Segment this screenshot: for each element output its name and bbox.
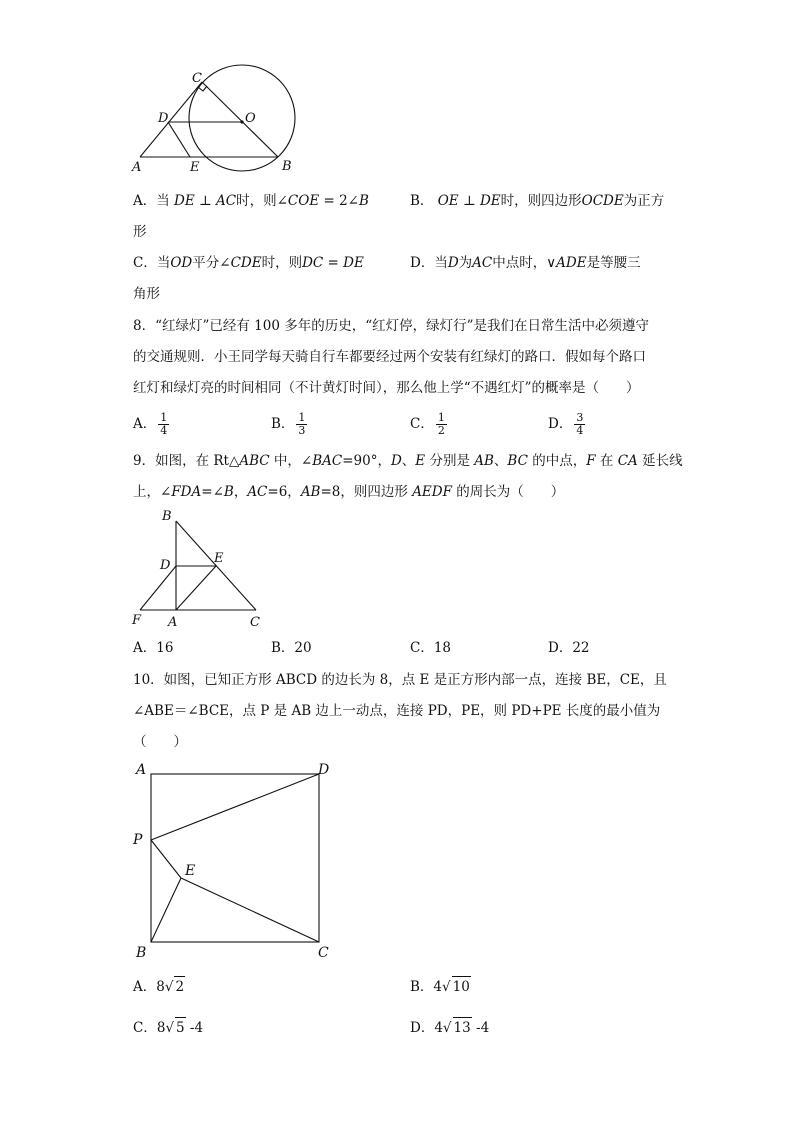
q8-option-c: C． $\frac{1}{2}$ [410,411,445,437]
q10-label-a: A [136,762,147,778]
q7-label-c: C [192,71,202,86]
q7-figure [128,66,308,178]
q8-text-line2: 的交通规则．小王同学每天骑自行车都要经过两个安装有红绿灯的路口．假如每个路口 [133,349,646,365]
q10-label-b: B [136,945,147,961]
q10-label-p: P [133,832,143,848]
q8-text-line1: 8．“红绿灯”已经有 100 多年的历史，“红灯停，绿灯行”是我们在日常生活中必须遵守 [133,318,650,334]
q8-option-a: A． $\frac{1}{4}$ [133,411,168,437]
q7-label-d: D [158,111,169,126]
q9-label-d: D [160,558,171,573]
q10-text-line2: ∠ABE＝∠BCE，点 P 是 AB 边上一动点，连接 PD，PE，则 PD+PE 长度的最小值为 [133,703,661,719]
q7-label-a: A [132,160,142,175]
q7-option-d: D．当D为AC中点时，∨ADE是等腰三 [410,255,641,271]
q9-text-line1: 9．如图，在 Rt△ABC 中，∠BAC=90°，D、E 分别是 AB、BC 的中点，F 在 CA 延长线 [133,453,683,469]
q9-option-d: D．22 [548,640,590,656]
q10-label-d: D [318,762,330,778]
q9-figure [130,506,270,630]
q9-text-line2: 上，∠FDA=∠B，AC=6，AB=8，则四边形 AEDF 的周长为（ ） [133,484,565,500]
q7-label-b: B [282,159,292,174]
q9-option-c: C．18 [410,640,452,656]
q10-label-e: E [185,863,196,879]
q7-option-d-cont: 角形 [133,286,160,302]
q10-option-a: A．8√ 2 [133,976,185,997]
q9-label-e: E [214,551,224,566]
q7-label-e: E [190,160,200,175]
q7-circle [189,65,295,171]
q9-label-f: F [132,613,142,628]
q7-option-b: B． OE ⊥ DE时，则四边形OCDE为正方 [410,193,665,209]
q10-text-line3: （ ） [133,734,187,750]
q8-option-d: D． $\frac{3}{4}$ [548,411,584,437]
q7-option-b-cont: 形 [133,224,147,240]
q9-label-c: C [250,615,260,630]
q9-option-a: A．16 [133,640,174,656]
q9-label-b: B [162,509,172,524]
q10-label-c: C [318,945,329,961]
q7-option-c: C．当OD平分∠CDE时，则DC = DE [133,255,364,271]
q8-option-b: B． $\frac{1}{3}$ [271,411,306,437]
q10-option-d: D．4√ 13 -4 [410,1017,489,1038]
q9-option-b: B．20 [271,640,312,656]
q7-option-a: A．当 DE ⊥ AC时，则∠COE = 2∠B [133,193,369,209]
q9-label-a: A [168,615,178,630]
q8-text-line3: 红灯和绿灯亮的时间相同（不计黄灯时间），那么他上学“不遇红灯”的概率是（ ） [133,380,640,396]
q10-text-line1: 10．如图，已知正方形 ABCD 的边长为 8，点 E 是正方形内部一点，连接 BE，CE，且 [133,672,667,688]
q10-option-b: B．4√ 10 [410,976,471,997]
q10-option-c: C．8√ 5 -4 [133,1017,203,1038]
q7-label-o: O [245,111,256,126]
q10-figure [128,758,348,968]
